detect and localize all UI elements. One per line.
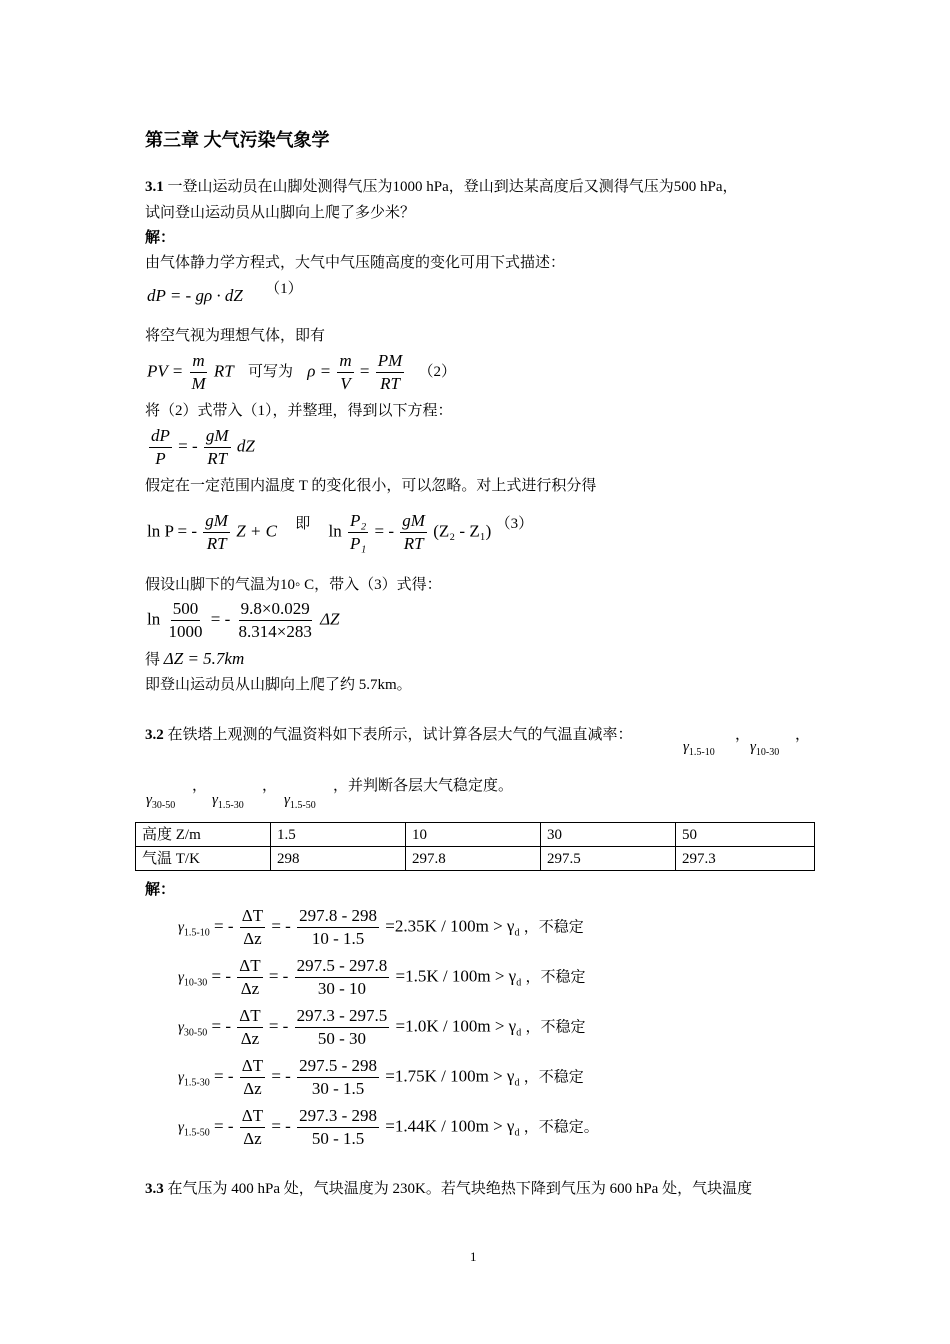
lapse-rate-row (178, 905, 584, 950)
comma: ， (795, 727, 811, 743)
lapse-rate-row (178, 1105, 599, 1150)
eq3-eq: = - (178, 436, 198, 456)
lapse-sub: 1.5-50 (183, 1127, 210, 1139)
table-cell: 1.5 (271, 823, 406, 847)
problem-3-1-line1 (145, 177, 738, 197)
table-cell: 297.8 (406, 847, 541, 871)
eq2-mid: 可写为 (247, 364, 293, 381)
gamma-d-sub: d (514, 927, 520, 939)
equation-3 (147, 425, 255, 470)
gamma-1-5-50: $\gamma_{1.5-50}$ (284, 792, 316, 811)
assumption-text: 假定在一定范围内温度 T 的变化很小，可以忽略。对上式进行积分得 (145, 478, 597, 494)
table-row (136, 823, 815, 847)
result-line (145, 649, 244, 670)
gamma: γ (178, 969, 184, 986)
table-cell: 气温 T/K (136, 847, 271, 871)
eq4-tag: （3） (495, 516, 534, 533)
table-cell: 50 (676, 823, 815, 847)
stability-note: ，不稳定 (525, 1019, 586, 1036)
substitution-text: 将（2）式带入（1），并整理，得到以下方程： (145, 403, 453, 419)
gamma-1-5-30: $\gamma_{1.5-30}$ (212, 792, 244, 811)
table-cell: 297.3 (676, 847, 815, 871)
solution-label: 解： (145, 882, 176, 898)
value-frac: $\frac{297.3 - 297.5}{50 - 30}$ (296, 1006, 388, 1048)
lapse-eq: = - (214, 1066, 234, 1086)
comma: ， (262, 778, 278, 794)
lapse-sub: 10-30 (183, 977, 208, 989)
equation-2 (147, 350, 456, 395)
eq4-eq: = - (374, 521, 395, 541)
eq4-lhs: ln P = - (147, 521, 198, 541)
lapse-rate-row (178, 1005, 585, 1050)
gamma-d-sub: d (516, 1027, 522, 1039)
stability-note: ，不稳定。 (523, 1119, 599, 1136)
lapse-eq2: = - (268, 966, 289, 986)
problem-3-1-line2: 试问登山运动员从山脚向上爬了多少米？ (145, 205, 416, 221)
lapse-eq: = - (211, 966, 232, 986)
lapse-sub: 30-50 (183, 1027, 208, 1039)
eq5-tail: ΔZ (320, 609, 340, 629)
page-number: 1 (470, 1249, 477, 1264)
value-frac: $\frac{297.5 - 297.8}{30 - 10}$ (296, 956, 388, 998)
gamma-30-50: $\gamma_{30-50}$ (146, 792, 176, 811)
lapse-eq: = - (214, 1116, 234, 1136)
lapse-eq2: = - (268, 1016, 289, 1036)
lapse-rate-row (178, 1055, 584, 1100)
gamma-d-sub: d (514, 1077, 520, 1089)
lapse-value: =1.5K / 100m > γ (395, 966, 517, 986)
eq2-frac-PM-RT: $\frac{PM}{RT}$ (377, 351, 403, 393)
lapse-sub: 1.5-30 (183, 1077, 210, 1089)
eq4-frac-1: $\frac{gM}{RT}$ (205, 511, 228, 553)
gamma: γ (178, 919, 184, 936)
problem-text: 在铁塔上观测的气温资料如下表所示，试计算各层大气的气温直减率： (167, 727, 633, 743)
problem-3-2-line2: ，并判断各层大气稳定度。 (333, 778, 514, 794)
table-cell: 10 (406, 823, 541, 847)
gamma: γ (178, 1119, 184, 1136)
eq5-ln: ln (147, 609, 161, 629)
table-row (136, 847, 815, 871)
comma: ， (192, 778, 208, 794)
delta-frac: $\frac{\Delta T}{\Delta z}$ (241, 906, 264, 948)
gamma-10-30: $\gamma_{10-30}$ (750, 739, 780, 758)
ideal-gas-text: 将空气视为理想气体，即有 (145, 328, 326, 344)
stability-note: ，不稳定 (523, 1069, 584, 1086)
lapse-value: =1.75K / 100m > γ (385, 1066, 515, 1086)
result-pre: 得 (145, 652, 161, 668)
data-table (135, 822, 815, 871)
delta-frac: $\frac{\Delta T}{\Delta z}$ (241, 1106, 264, 1148)
lapse-eq: = - (214, 916, 234, 936)
eq2-eq: = (359, 361, 370, 381)
solution-label: 解： (145, 230, 176, 246)
eq4-frac-2: $\frac{\text{P₂}}{\text{P₁}}$ (349, 511, 367, 553)
lapse-eq: = - (211, 1016, 232, 1036)
table-cell: 297.5 (541, 847, 676, 871)
solution-intro: 由气体静力学方程式，大气中气压随高度的变化可用下式描述： (145, 255, 566, 271)
lapse-value: =1.0K / 100m > γ (395, 1016, 517, 1036)
lapse-eq2: = - (271, 1116, 291, 1136)
delta-frac: $\frac{\Delta T}{\Delta z}$ (239, 956, 261, 998)
eq2-rt: RT (213, 361, 234, 381)
problem-text: 在气压为 400 hPa 处，气块温度为 230K。若气块绝热下降到气压为 600 hPa 处，气块温度 (167, 1181, 753, 1197)
lapse-eq2: = - (271, 916, 291, 936)
value-frac: $\frac{297.3 - 298}{50 - 1.5}$ (299, 1106, 378, 1148)
gamma-d-sub: d (514, 1127, 520, 1139)
gamma: γ (178, 1019, 184, 1036)
eq4-frac-3: $\frac{gM}{RT}$ (402, 511, 425, 553)
delta-frac: $\frac{\Delta T}{\Delta z}$ (239, 1006, 261, 1048)
lapse-rate-row (178, 955, 585, 1000)
eq2-frac-m-V: $\frac{m}{V}$ (339, 351, 352, 393)
lapse-sub: 1.5-10 (183, 927, 210, 939)
eq5-eq: = - (210, 609, 231, 629)
stability-note: ，不稳定 (525, 969, 586, 986)
eq2-tag: （2） (418, 364, 457, 381)
eq3-tail: dZ (236, 436, 255, 456)
equation-1 (147, 281, 303, 307)
table-cell: 高度 Z/m (136, 823, 271, 847)
eq3-frac-dP-P: $\frac{dP}{P}$ (151, 426, 170, 468)
lapse-eq2: = - (271, 1066, 291, 1086)
value-frac: $\frac{297.8 - 298}{10 - 1.5}$ (299, 906, 378, 948)
problem-number: 3.1 (145, 179, 164, 195)
gamma-1-5-10: $\gamma_{1.5-10}$ (683, 739, 715, 758)
eq2-lhs: PV = (147, 361, 184, 381)
equation-5 (147, 598, 340, 643)
conclusion-text: 即登山运动员从山脚向上爬了约 5.7km。 (145, 677, 412, 693)
eq5-frac-2: $\frac{9.8\times 0.029}{8.314\times 283}$ (238, 599, 312, 641)
delta-frac: $\frac{\Delta T}{\Delta z}$ (241, 1056, 264, 1098)
eq5-frac-1: $\frac{500}{1000}$ (168, 599, 203, 641)
comma: ， (735, 727, 751, 743)
problem-text: 一登山运动员在山脚处测得气压为1000 hPa，登山到达某高度后又测得气压为500 hPa， (167, 179, 738, 195)
stability-note: ，不稳定 (523, 919, 584, 936)
table-cell: 298 (271, 847, 406, 871)
problem-number: 3.2 (145, 727, 164, 743)
problem-3-2-line1 (145, 725, 633, 745)
gamma: γ (178, 1069, 184, 1086)
value-frac: $\frac{297.5 - 298}{30 - 1.5}$ (299, 1056, 378, 1098)
equation-4 (147, 510, 533, 555)
eq4-tail2: (Z₂ - Z₁) (433, 521, 492, 541)
chapter-title: 第三章 大气污染气象学 (145, 130, 330, 150)
equation-1-expr: dP = - gρ · dZ (147, 286, 243, 305)
table-cell: 30 (541, 823, 676, 847)
lapse-value: =1.44K / 100m > γ (385, 1116, 515, 1136)
temperature-text: 假设山脚下的气温为10◦ C，带入（3）式得： (145, 577, 442, 593)
eq2-rho: ρ = (307, 361, 332, 381)
lapse-value: =2.35K / 100m > γ (385, 916, 515, 936)
eq3-frac-gM-RT: $\frac{gM}{RT}$ (205, 426, 229, 468)
equation-1-tag: （1） (265, 281, 303, 297)
problem-3-3-line1 (145, 1179, 752, 1199)
eq4-mid: 即 (295, 516, 311, 533)
eq4-tail1: Z + C (236, 521, 277, 541)
gamma-d-sub: d (516, 977, 522, 989)
result-expr: ΔZ = 5.7km (163, 649, 245, 668)
eq2-frac-m-M: $\frac{m}{M}$ (191, 351, 206, 393)
eq4-ln: ln (328, 521, 342, 541)
problem-number: 3.3 (145, 1181, 164, 1197)
